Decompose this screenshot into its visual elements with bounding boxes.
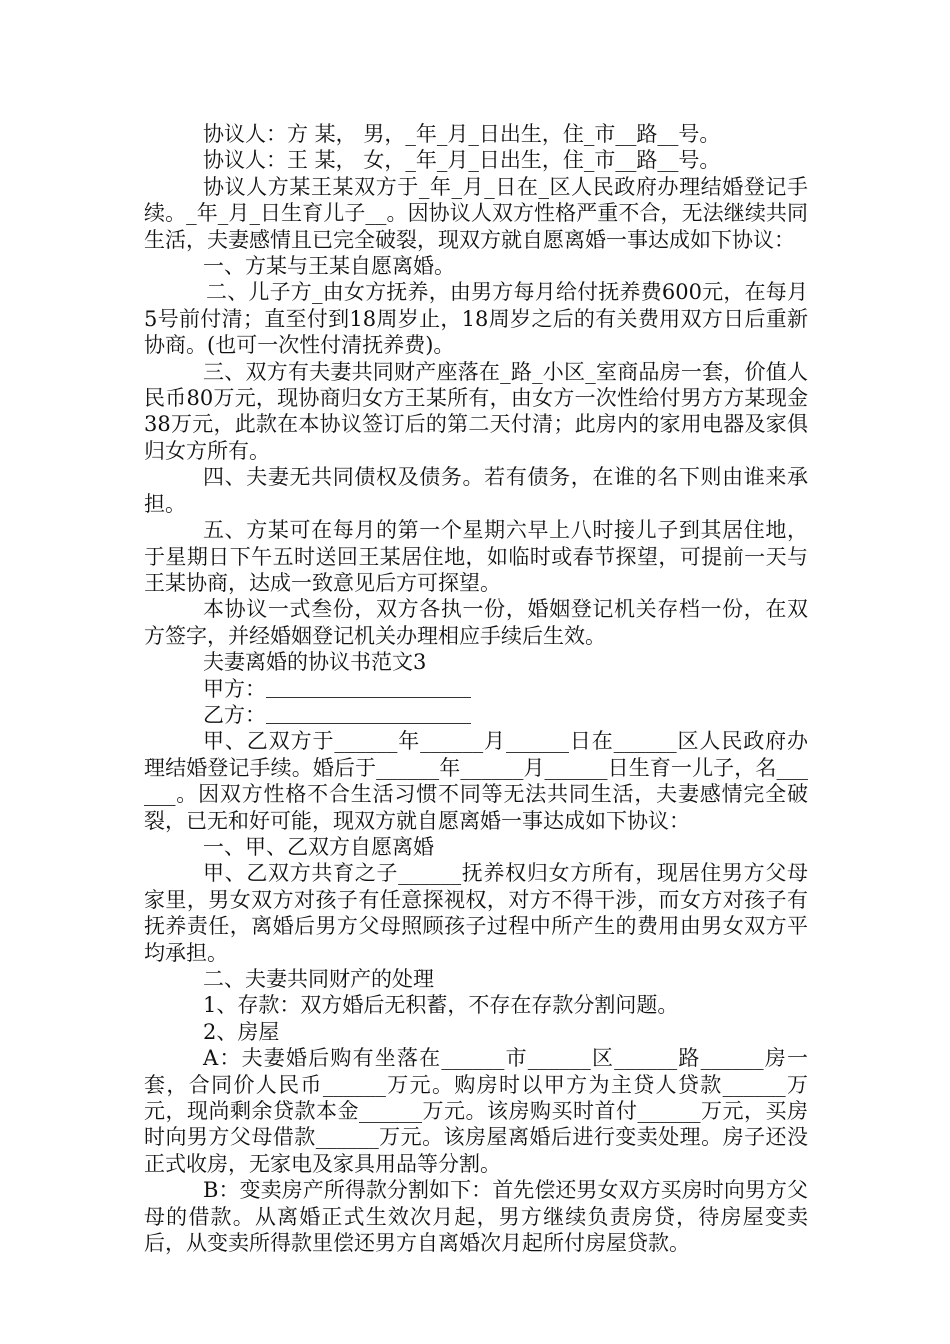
paragraph-house-a: A：夫妻婚后购有坐落在______市______区______路______房一套，合同价人民币______万元。购房时以甲方为主贷人贷款______万元，现尚剩余贷款本金______万元。该房购买时首付______万元，买房时向男方父母借款______万元。该房屋离婚后进行变卖处理。房子还没正式收房，无家电及家具用品等分割。 [144, 1046, 808, 1176]
party-a-line [144, 676, 808, 702]
party-b-line [144, 702, 808, 728]
clause-voluntary-divorce: 一、甲、乙双方自愿离婚 [203, 834, 434, 859]
clause-4: 四、夫妻无共同债权及债务。若有债务，在谁的名下则由谁来承担。 [144, 465, 808, 516]
paragraph-preamble: 协议人方某王某双方于_年_月_日在_区人民政府办理结婚登记手续。_年_月_日生育儿子__。因协议人双方性格严重不合，无法继续共同生活，夫妻感情且已完全破裂，现双方就自愿离婚一事达成如下协议： [144, 174, 808, 252]
paragraph-house-b: B：变卖房产所得款分割如下：首先偿还男女双方买房时向男方父母的借款。从离婚正式生效次月起，男方继续负责房贷，待房屋变卖后，从变卖所得款里偿还男方自离婚次月起所付房屋贷款。 [144, 1178, 808, 1256]
clause-1: 一、方某与王某自愿离婚。 [203, 254, 455, 279]
item-house-heading: 2、房屋 [203, 1019, 280, 1044]
clause-5: 五、方某可在每月的第一个星期六早上八时接儿子到其居住地，于星期日下午五时送回王某居住地，如临时或春节探望，可提前一天与王某协商，达成一致意见后方可探望。 [144, 518, 808, 595]
paragraph-marriage-info: 甲、乙双方于______年______月______日在______区人民政府办理结婚登记手续。婚后于______年______月______日生育一儿子，名______。因双方性格不合生活习惯不同等无法共同生活，夫妻感情完全破裂，已无和好可能，现双方就自愿离婚一事达成如下协议： [144, 729, 808, 833]
party-a-label: 甲方： [203, 676, 266, 701]
paragraph-party-fang: 协议人：方 某， 男，_年_月_日出生，住_市__路__号。 [203, 122, 721, 146]
closing-paragraph: 本协议一式叁份，双方各执一份，婚姻登记机关存档一份，在双方签字，并经婚姻登记机关办理相应手续后生效。 [144, 597, 808, 648]
party-a-signature-field[interactable] [266, 677, 471, 698]
paragraph-custody: 甲、乙双方共育之子______抚养权归女方所有，现居住男方父母家里，男女双方对孩子有任意探视权，对方不得干涉，而女方对孩子有抚养责任，离婚后男方父母照顾孩子过程中所产生的费用由男女双方平均承担。 [144, 861, 808, 965]
party-b-signature-field[interactable] [266, 703, 471, 724]
section-title: 夫妻离婚的协议书范文3 [203, 650, 427, 675]
clause-property-heading: 二、夫妻共同财产的处理 [203, 967, 434, 991]
clause-2: 二、儿子方_由女方抚养，由男方每月给付抚养费600元，在每月5号前付清；直至付到18周岁止，18周岁之后的有关费用双方日后重新协商。(也可一次性付清抚养费)。 [144, 280, 808, 358]
party-b-label: 乙方： [203, 702, 266, 727]
item-savings: 1、存款：双方婚后无积蓄，不存在存款分割问题。 [203, 993, 679, 1018]
paragraph-party-wang: 协议人：王 某， 女，_年_月_日出生，住_市__路__号。 [203, 148, 721, 173]
document-page [144, 121, 808, 1256]
clause-3: 三、双方有夫妻共同财产座落在_路_小区_室商品房一套，价值人民币80万元，现协商归女方王某所有，由女方一次性给付男方方某现金38万元，此款在本协议签订后的第二天付清；此房内的家用电器及家俱归女方所有。 [144, 359, 808, 463]
